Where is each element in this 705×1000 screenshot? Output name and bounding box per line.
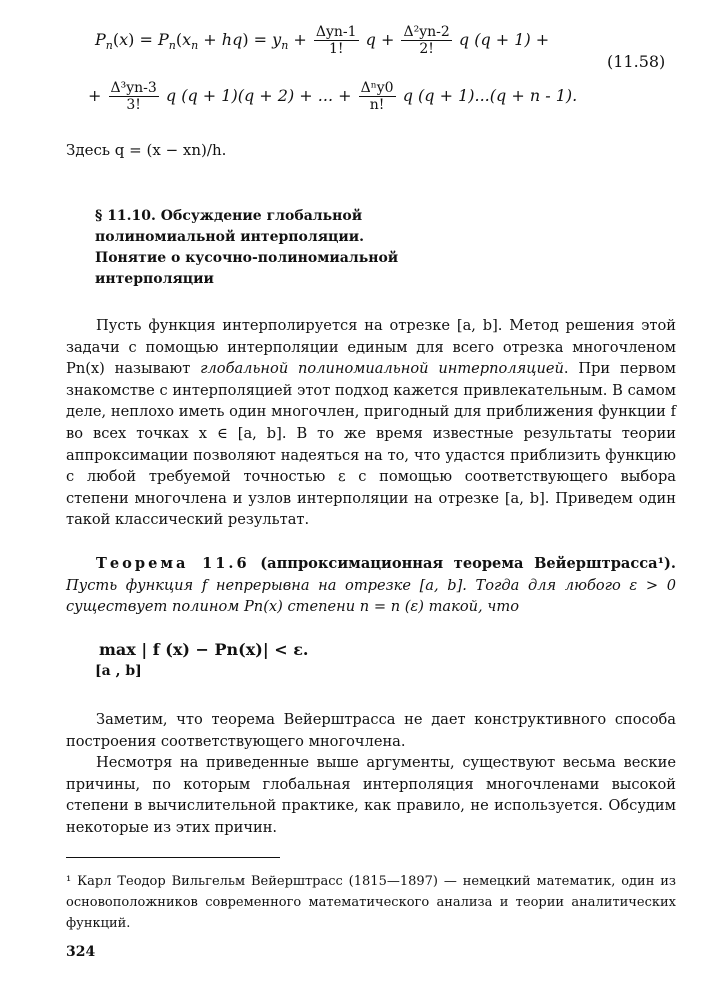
fraction-4-denominator: n!	[369, 97, 385, 113]
section-heading-line-4: интерполяции	[95, 271, 214, 287]
fraction-1	[314, 24, 359, 57]
fraction-3-denominator: 3!	[126, 97, 141, 113]
formula-tail-1: q (q + 1) +	[458, 30, 550, 49]
theorem-title: (аппроксимационная теорема Вейерштрасса¹).	[249, 555, 676, 572]
theorem-body: Пусть функция f непрерывна на отрезке [a, b]. Тогда для любого ε > 0 существует полином Pn(x) степени n = n (ε) такой, что	[66, 576, 676, 616]
paragraph-2	[66, 709, 676, 752]
fraction-1-numerator: Δyn-1	[315, 24, 357, 40]
theorem-label: Теорема 11.6	[96, 555, 250, 572]
paragraph-2-text: Заметим, что теорема Вейерштрасса не дает конструктивного способа построения соответствующего многочлена.	[66, 711, 676, 750]
fraction-2	[401, 24, 451, 57]
max-formula-expression: max | f (x) − Pn(x)| < ε.	[99, 640, 309, 659]
equation-number: (11.58)	[607, 52, 666, 71]
fraction-2-numerator: Δ²yn-2	[403, 24, 450, 40]
fraction-4-numerator: Δⁿy0	[360, 80, 394, 96]
formula-tail-2: q (q + 1)...(q + n - 1).	[402, 86, 578, 105]
section-heading-line-1: § 11.10. Обсуждение глобальной	[95, 208, 363, 224]
formula-line-1: $P_n(x) = P_n(x_n + hq) = y_n$ + $\frac{\text{Δyn-1}}{1!}$ q + $\frac{\text{Δ²yn-2}}{2!}$ q (q + 1) +	[95, 24, 550, 57]
section-heading-line-2: полиномиальной интерполяции.	[95, 229, 365, 245]
section-heading-line-3: Понятие о кусочно-полиномиальной	[95, 250, 399, 266]
footnote: ¹ Карл Теодор Вильгельм Вейерштрасс (1815—1897) — немецкий математик, один из основоположников современного математического анализа и теории аналитических функций.	[66, 874, 676, 931]
paragraph-1-part-a: Пусть функция интерполируется на отрезке [a, b]. Метод решения этой задачи с помощью интерполяции единым для всего отрезка многочленом Pn(x) называют	[66, 317, 676, 378]
formula-line-2: + $\frac{\text{Δ³yn-3}}{3!}$ q (q + 1)(q + 2) + ... + $\frac{\text{Δⁿy0}}{n!}$ q (q + 1)...(q + n - 1).	[88, 80, 578, 113]
formula-mid-3: q (q + 1)(q + 2) + ... +	[165, 86, 352, 105]
paragraph-1	[66, 315, 676, 531]
max-formula	[99, 640, 308, 659]
max-formula-subscript: [a , b]	[95, 663, 142, 679]
fraction-3	[109, 80, 159, 113]
paragraph-3-text: Несмотря на приведенные выше аргументы, существуют весьма веские причины, по которым глобальная интерполяция многочленами высокой степени в вычислительной практике, как правило, не используется. Обсудим некоторые из этих причин.	[66, 754, 676, 836]
fraction-4	[359, 80, 396, 113]
theorem-block	[66, 553, 676, 618]
paragraph-3	[66, 752, 676, 838]
paragraph-1-part-b: . При первом знакомстве с интерполяцией этот подход кажется привлекательным. В самом деле, неплохо иметь один многочлен, пригодный для приближения функции f во всех точках x ∈ [a, b]. В то же время известные результаты теории аппроксимации позволяют надеяться на то, что удастся приблизить функцию с любой требуемой точностью ε с помощью соответствующего выбора степени многочлена и узлов интерполяции на отрезке [a, b]. Приведем один такой классический результат.	[66, 360, 676, 529]
substitution-note: Здесь q = (x − xn)/h.	[66, 141, 227, 159]
fraction-3-numerator: Δ³yn-3	[110, 80, 157, 96]
footnote-rule	[66, 857, 280, 858]
paragraph-1-italic-term: глобальной полиномиальной интерполяцией	[200, 360, 564, 378]
section-heading	[95, 206, 455, 290]
page-number: 324	[66, 944, 96, 960]
fraction-1-denominator: 1!	[328, 41, 344, 57]
fraction-2-denominator: 2!	[419, 41, 434, 57]
